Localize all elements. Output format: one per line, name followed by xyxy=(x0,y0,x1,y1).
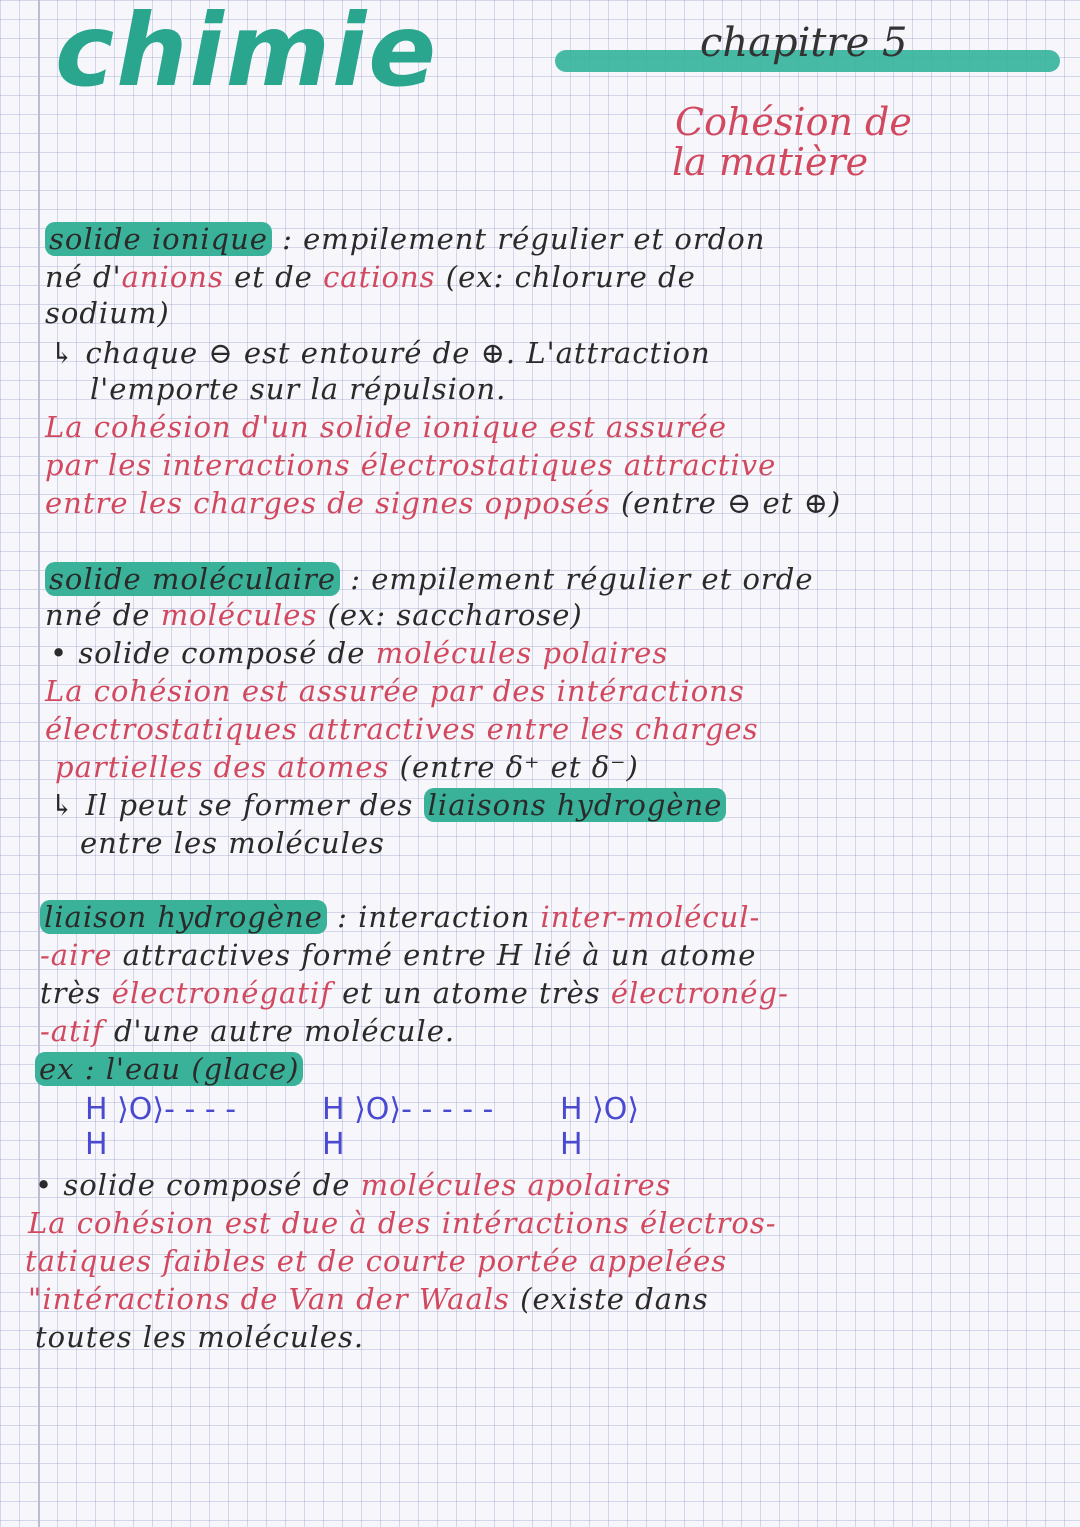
text: (entre ⊖ et ⊕) xyxy=(610,486,842,520)
note-line xyxy=(45,222,765,256)
red-text: La cohésion est assurée par des intéractions xyxy=(45,674,745,708)
red-text: molécules xyxy=(160,598,318,632)
note-line xyxy=(45,486,841,520)
red-text: électronégatif xyxy=(111,976,332,1010)
note-line xyxy=(28,1282,709,1316)
text: nné de xyxy=(45,598,161,632)
water-molecule xyxy=(560,1092,639,1162)
page-title: chimie xyxy=(55,0,439,109)
red-text: anions xyxy=(121,260,224,294)
text: très xyxy=(40,976,112,1010)
red-text: "intéractions de Van der Waals xyxy=(28,1282,510,1316)
highlighted-term: liaison hydrogène xyxy=(40,900,327,934)
note-line xyxy=(40,976,789,1010)
note-line xyxy=(45,410,727,444)
water-molecule xyxy=(85,1092,236,1162)
text: et un atome très xyxy=(331,976,611,1010)
note-line xyxy=(55,750,639,784)
highlighted-term: solide moléculaire xyxy=(45,562,340,596)
red-text: -atif xyxy=(40,1014,104,1048)
note-line xyxy=(45,598,583,632)
text: : interaction xyxy=(326,900,541,934)
red-text: électrostatiques attractives entre les charges xyxy=(45,712,759,746)
text: sodium) xyxy=(45,296,170,330)
text: attractives formé entre H lié à un atome xyxy=(112,938,757,972)
note-line xyxy=(35,1052,303,1086)
note-line xyxy=(45,260,696,294)
text: d'une autre molécule. xyxy=(103,1014,456,1048)
red-text: entre les charges de signes opposés xyxy=(45,486,611,520)
note-line xyxy=(45,448,776,482)
note-line xyxy=(45,674,745,708)
red-text: partielles des atomes xyxy=(55,750,390,784)
note-line xyxy=(50,788,726,822)
red-text: tatiques faibles et de courte portée appelées xyxy=(25,1244,728,1278)
text: • solide composé de xyxy=(50,636,376,670)
highlighted-term: solide ionique xyxy=(45,222,272,256)
note-line xyxy=(45,712,759,746)
red-text: électronég- xyxy=(610,976,789,1010)
molecule-top: H ⟩O⟩ xyxy=(560,1092,640,1127)
text: né d' xyxy=(45,260,122,294)
text: et de xyxy=(223,260,324,294)
text: (entre δ⁺ et δ⁻) xyxy=(389,750,639,784)
chapter-label: chapitre 5 xyxy=(700,20,908,66)
text: • solide composé de xyxy=(35,1168,361,1202)
text: (ex: chlorure de xyxy=(435,260,696,294)
text: entre les molécules xyxy=(80,826,385,860)
highlighted-term: ex : l'eau (glace) xyxy=(35,1052,303,1086)
molecule-top: H ⟩O⟩- - - - xyxy=(85,1092,237,1127)
highlighted-term: liaisons hydrogène xyxy=(424,788,727,822)
red-text: inter-molécul- xyxy=(540,900,761,934)
note-line xyxy=(40,900,760,934)
text: (ex: saccharose) xyxy=(317,598,583,632)
molecule-top: H ⟩O⟩- - - - - xyxy=(322,1092,494,1127)
molecule-bottom: H xyxy=(322,1127,345,1162)
note-line xyxy=(35,1168,672,1202)
red-text: molécules polaires xyxy=(375,636,669,670)
red-text: cations xyxy=(323,260,436,294)
water-molecule xyxy=(322,1092,493,1162)
text: : empilement régulier et ordon xyxy=(271,222,766,256)
note-line xyxy=(35,1320,364,1354)
text: : empilement régulier et orde xyxy=(340,562,814,596)
molecule-bottom: H xyxy=(560,1127,583,1162)
note-line xyxy=(90,372,506,406)
text: (existe dans xyxy=(509,1282,709,1316)
note-line xyxy=(45,562,814,596)
note-line xyxy=(28,1206,777,1240)
red-text: La cohésion est due à des intéractions électros- xyxy=(28,1206,777,1240)
red-text: La cohésion d'un solide ionique est assurée xyxy=(45,410,727,444)
red-text: par les interactions électrostatiques attractive xyxy=(45,448,777,482)
text: ↳ chaque ⊖ est entouré de ⊕. L'attraction xyxy=(50,336,711,370)
text: l'emporte sur la répulsion. xyxy=(90,372,507,406)
note-line xyxy=(40,938,756,972)
text: ↳ Il peut se former des xyxy=(50,788,424,822)
note-line xyxy=(25,1244,727,1278)
note-line xyxy=(50,336,711,370)
text: toutes les molécules. xyxy=(35,1320,365,1354)
red-text: -aire xyxy=(40,938,113,972)
red-text: molécules apolaires xyxy=(360,1168,672,1202)
note-line xyxy=(80,826,385,860)
molecule-bottom: H xyxy=(85,1127,108,1162)
note-line xyxy=(50,636,668,670)
chapter-subtitle: Cohésion de xyxy=(675,100,912,144)
chapter-subtitle: la matière xyxy=(672,140,869,184)
note-line xyxy=(40,1014,455,1048)
note-line xyxy=(45,296,170,330)
